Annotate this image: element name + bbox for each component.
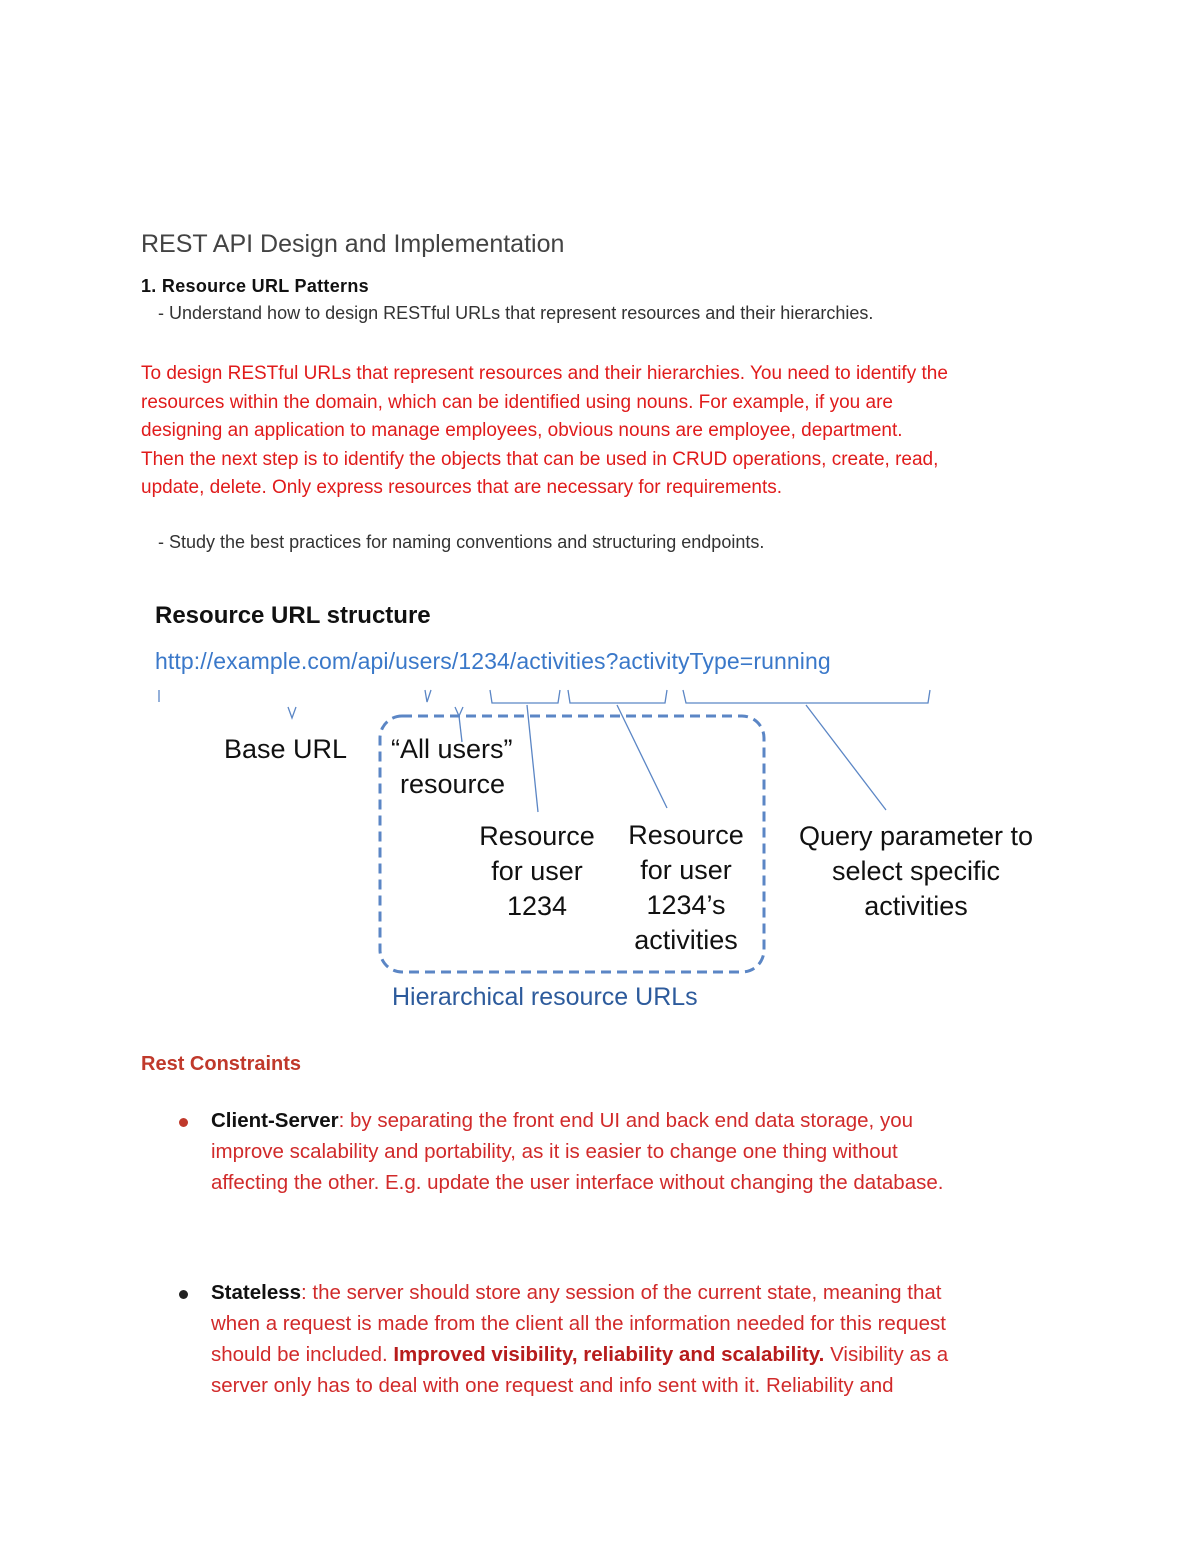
label-line: activities [634,925,738,955]
diagram-footer: Hierarchical resource URLs [392,983,698,1011]
bullet-dot-red [179,1118,188,1127]
brace-base-url-tip [288,707,296,718]
constraint-client-server [211,1105,1091,1198]
label-line: 1234’s [646,890,726,920]
label-line: Resource [628,820,744,850]
label-line: 1234 [506,891,568,921]
constraint-text: : the server should store any session of the current state, meaning that [301,1281,942,1304]
answer-line: designing an application to manage employees, obvious nouns are employee, department. [141,420,903,442]
constraint-line: improve scalability and portability, as it is easier to change one thing without [211,1140,898,1163]
constraint-text: should be included. [211,1343,394,1366]
brace-user-1234 [490,690,560,703]
answer-line: update, delete. Only express resources that are necessary for requirements. [141,477,783,499]
constraint-term: Stateless [211,1281,302,1304]
label-user-resource [467,819,607,924]
page-title: REST API Design and Implementation [141,230,565,258]
constraint-line [211,1277,1091,1308]
label-all-users [391,732,513,802]
constraint-stateless [211,1277,1091,1401]
bullet-understand-urls: - Understand how to design RESTful URLs that represent resources and their hierarchies. [158,303,874,323]
label-line: activities [864,891,968,921]
constraint-text: Visibility as a [824,1343,949,1366]
bullet-best-practices: - Study the best practices for naming conventions and structuring endpoints. [158,532,765,552]
brace-query [683,690,930,703]
label-line: for user [491,856,583,886]
label-query-parameter [780,819,1052,924]
constraint-emphasis: Improved visibility, reliability and scalability. [393,1343,825,1366]
constraint-line [211,1105,1091,1136]
label-line: Query parameter to [798,821,1034,851]
brace-users [425,690,431,702]
label-line: for user [640,855,732,885]
answer-line: Then the next step is to identify the objects that can be used in CRUD operations, create, read, [141,448,939,470]
pointer-user-1234 [527,705,538,812]
example-url: http://example.com/api/users/1234/activities?activityType=running [155,648,831,674]
label-activities-resource [616,818,756,958]
bullet-dot-dark [179,1290,188,1299]
label-line: select specific [831,856,1001,886]
label-base-url: Base URL [224,734,348,764]
label-line: Resource [479,821,595,851]
answer-line: To design RESTful URLs that represent resources and their hierarchies. You need to identify the [141,363,948,384]
section-heading-resource-url-patterns: 1. Resource URL Patterns [141,276,369,296]
rest-constraints-heading: Rest Constraints [141,1053,302,1075]
pointer-query [806,705,886,810]
answer-line: resources within the domain, which can be identified using nouns. For example, if you are [141,391,893,413]
pointer-activities [617,705,667,808]
constraint-line: server only has to deal with one request and info sent with it. Reliability and [211,1374,894,1397]
constraint-line: affecting the other. E.g. update the user interface without changing the database. [211,1171,944,1194]
constraint-term: Client-Server [211,1109,339,1132]
label-line: resource [400,769,506,799]
diagram-title: Resource URL structure [155,602,431,629]
constraint-line: when a request is made from the client all the information needed for this request [211,1312,946,1335]
label-line: “All users” [391,734,513,764]
constraint-line [211,1339,1091,1370]
brace-activities [568,690,667,703]
constraint-text: : by separating the front end UI and back end data storage, you [338,1109,913,1132]
